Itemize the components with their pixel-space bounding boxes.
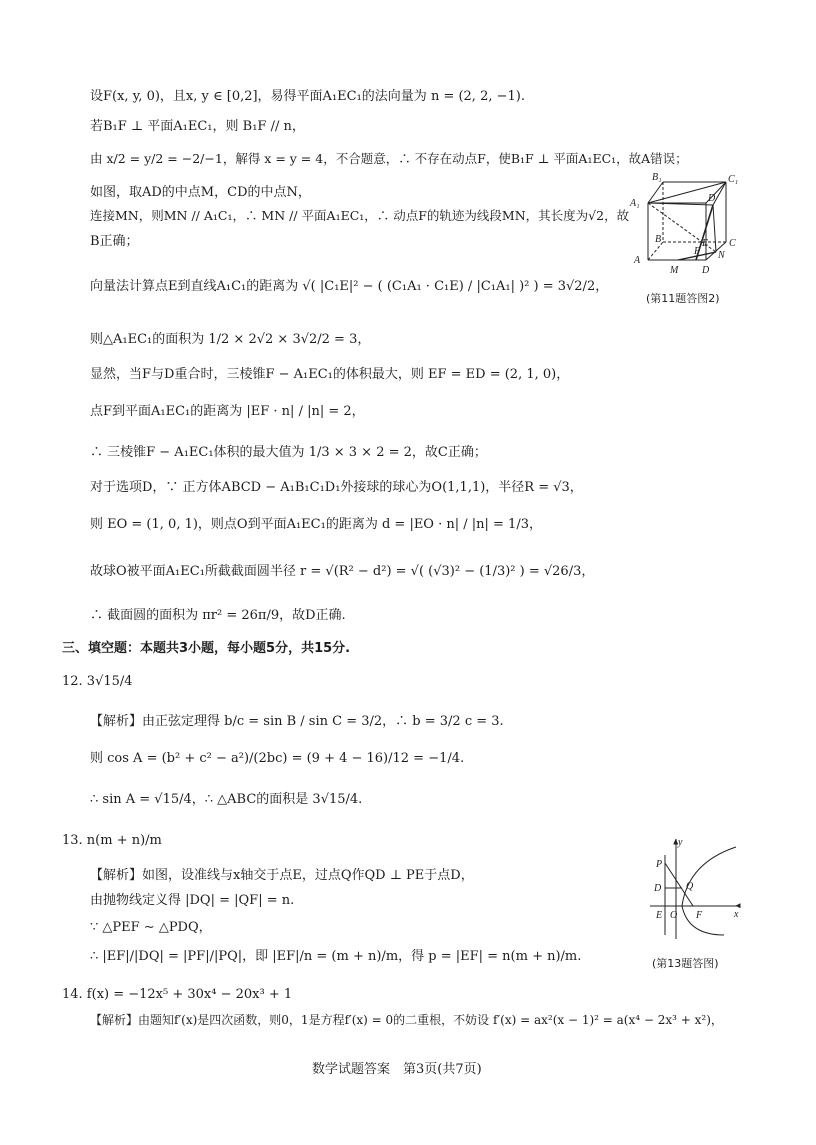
- section-heading: 三、填空题：本题共3小题，每小题5分，共15分.: [62, 641, 351, 656]
- label: A₁: [630, 198, 640, 209]
- text-line: 则△A₁EC₁的面积为 1/2 × 2√2 × 3√2/2 = 3，: [90, 332, 371, 347]
- text-line: ∴ sin A = √15/4，∴ △ABC的面积是 3√15/4.: [90, 792, 363, 807]
- label: D: [708, 193, 716, 204]
- text-line: ∴ 三棱锥F − A₁EC₁体积的最大值为 1/3 × 3 × 2 = 2，故C正确；: [90, 445, 487, 460]
- text-line: 点F到平面A₁EC₁的距离为 |EF · n| / |n| = 2，: [90, 404, 365, 419]
- label: Q: [686, 881, 694, 892]
- answer-number: 13. n(m + n)/m: [62, 833, 162, 848]
- label: C₁: [728, 174, 739, 185]
- inner-line: [713, 205, 716, 252]
- text-line: 【解析】由题知f′(x)是四次函数，则0，1是方程f′(x) = 0的二重根，不妨设 f′(x) = ax²(x − 1)² = a(x⁴ − 2x³ + x²)，: [90, 1013, 723, 1027]
- label: P: [656, 859, 663, 870]
- label: D: [654, 883, 662, 894]
- label: N: [718, 250, 725, 261]
- label: F: [696, 910, 703, 921]
- text-line: ∴ 截面圆的面积为 πr² = 26π/9，故D正确.: [90, 608, 346, 623]
- label: C: [729, 238, 736, 249]
- text-line: B正确；: [90, 234, 139, 249]
- text-line: ∵ △PEF ∼ △PDQ，: [90, 920, 212, 935]
- label: O: [670, 910, 678, 921]
- text-line: 设F(x, y, 0)，且x, y ∈ [0,2]，易得平面A₁EC₁的法向量为 n = (2, 2, −1).: [90, 89, 525, 104]
- text-line: 则 EO = (1, 0, 1)，则点O到平面A₁EC₁的距离为 d = |EO · n| / |n| = 1/3，: [90, 517, 542, 532]
- label: E: [656, 910, 663, 921]
- text-line: 连接MN，则MN // A₁C₁，∴ MN // 平面A₁EC₁，∴ 动点F的轨迹为线段MN，其长度为√2，故: [90, 208, 630, 223]
- answer-number: 12. 3√15/4: [62, 674, 133, 689]
- label: M: [670, 265, 679, 276]
- label: y: [678, 837, 683, 848]
- text-line: 则 cos A = (b² + c² − a²)/(2bc) = (9 + 4 − 16)/12 = −1/4.: [90, 751, 465, 766]
- label: E: [702, 238, 709, 249]
- text-line: 若B₁F ⊥ 平面A₁EC₁，则 B₁F // n，: [90, 119, 305, 134]
- text-line: 【解析】如图，设准线与x轴交于点E，过点Q作QD ⊥ PE于点D，: [90, 868, 474, 883]
- text-line: 如图，取AD的中点M，CD的中点N，: [90, 185, 311, 200]
- figure-caption: (第13题答图): [652, 957, 719, 970]
- label: D: [702, 265, 710, 276]
- figure-caption: (第11题答图2): [646, 292, 720, 305]
- label: B: [655, 234, 662, 245]
- text-line: 【解析】由正弦定理得 b/c = sin B / sin C = 3/2，∴ b = 3/2 c = 3.: [90, 714, 504, 729]
- text-line: ∴ |EF|/|DQ| = |PF|/|PQ|，即 |EF|/n = (m + n)/m，得 p = |EF| = n(m + n)/m.: [90, 949, 582, 964]
- label: F: [694, 246, 701, 257]
- text-line: 故球O被平面A₁EC₁所截截面圆半径 r = √(R² − d²) = √( (√3)² − (1/3)² ) = √26/3，: [90, 564, 595, 579]
- text-line: 由抛物线定义得 |DQ| = |QF| = n.: [90, 893, 295, 908]
- text-line: 由 x/2 = y/2 = −2/−1，解得 x = y = 4，不合题意，∴ 不存在动点F，使B₁F ⊥ 平面A₁EC₁，故A错误；: [90, 151, 688, 166]
- label: A: [634, 255, 641, 266]
- page-footer: 数学试题答案 第3页(共7页): [312, 1062, 482, 1077]
- text-line: 对于选项D，∵ 正方体ABCD − A₁B₁C₁D₁外接球的球心为O(1,1,1)，半径R = √3，: [90, 480, 583, 495]
- text-line: 向量法计算点E到直线A₁C₁的距离为 √( |C₁E|² − ( (C₁A₁ · C₁E) / |C₁A₁| )² ) = 3√2/2，: [90, 279, 609, 294]
- cube-figure: [628, 170, 748, 280]
- label: x: [734, 909, 739, 920]
- text-line: 显然，当F与D重合时，三棱锥F − A₁EC₁的体积最大，则 EF = ED = (2, 1, 0)，: [90, 367, 570, 382]
- x-arrow: [736, 904, 740, 908]
- label: B₁: [652, 172, 662, 183]
- answer-number: 14. f(x) = −12x⁵ + 30x⁴ − 20x³ + 1: [62, 987, 293, 1002]
- parabola-figure: [648, 835, 748, 945]
